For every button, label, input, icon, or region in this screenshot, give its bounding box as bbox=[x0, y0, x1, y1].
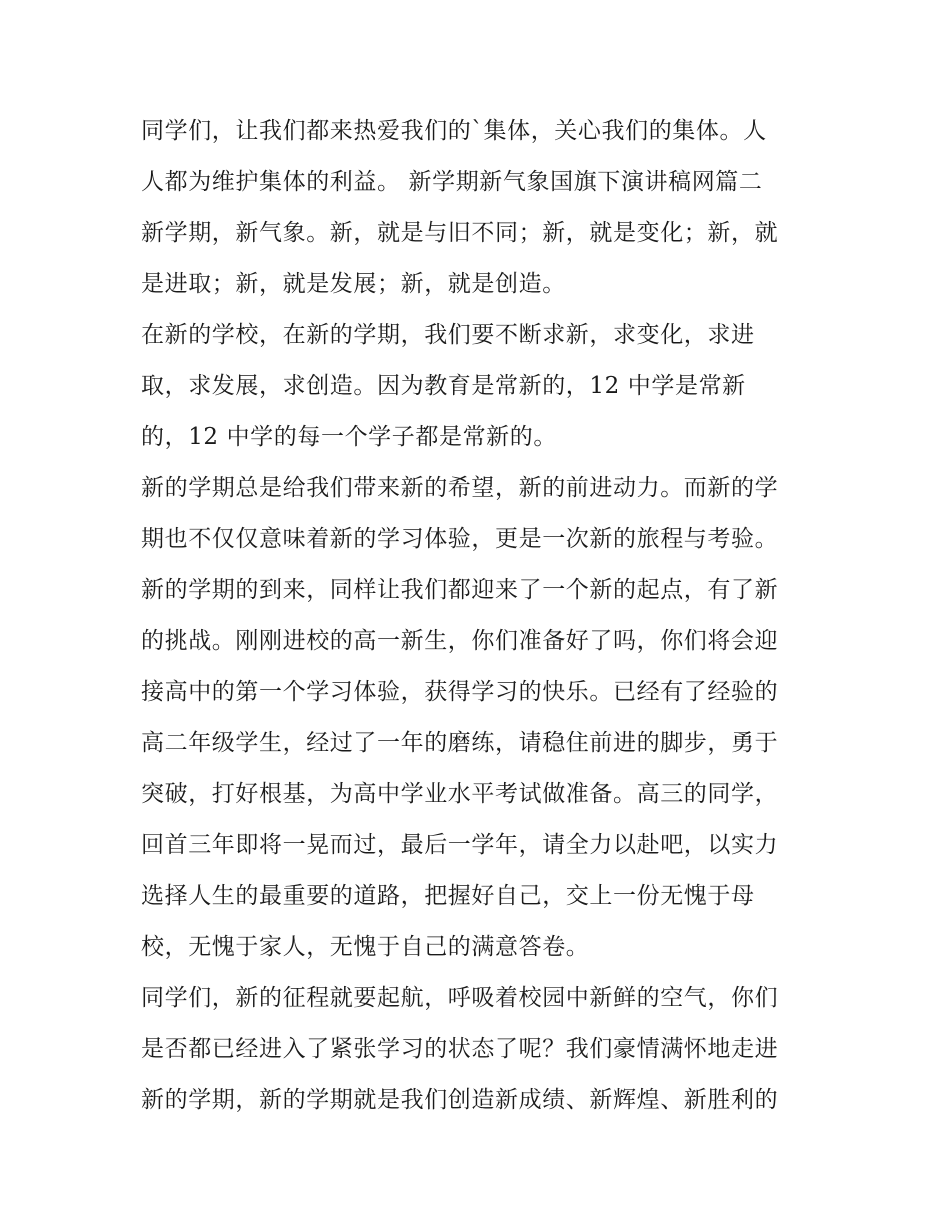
text-line: 选择人生的最重要的道路，把握好自己，交上一份无愧于母 bbox=[141, 883, 755, 909]
text-line: 新的学期总是给我们带来新的希望，新的前进动力。而新的学 bbox=[141, 475, 779, 501]
document-body bbox=[141, 106, 821, 1126]
text-line: 新的学期，新的学期就是我们创造新成绩、新辉煌、新胜利的 bbox=[141, 1087, 779, 1113]
text-line: 高二年级学生，经过了一年的磨练，请稳住前进的脚步，勇于 bbox=[141, 730, 779, 756]
text-line: 校，无愧于家人，无愧于自己的满意答卷。 bbox=[141, 934, 590, 960]
text-line: 新的学期的到来，同样让我们都迎来了一个新的起点，有了新 bbox=[141, 577, 779, 603]
text-line: 是进取；新，就是发展；新，就是创造。 bbox=[141, 271, 566, 297]
text-line: 的，12 中学的每一个学子都是常新的。 bbox=[141, 424, 557, 450]
text-line: 期也不仅仅意味着新的学习体验，更是一次新的旅程与考验。 bbox=[141, 526, 779, 552]
text-line: 的挑战。刚刚进校的高一新生，你们准备好了吗，你们将会迎 bbox=[141, 628, 779, 654]
text-line: 在新的学校，在新的学期，我们要不断求新，求变化，求进 bbox=[141, 322, 755, 348]
text-line: 突破，打好根基，为高中学业水平考试做准备。高三的同学， bbox=[141, 781, 779, 807]
text-line: 取，求发展，求创造。因为教育是常新的，12 中学是常新 bbox=[141, 373, 746, 399]
text-line: 人都为维护集体的利益。 新学期新气象国旗下演讲稿网篇二 bbox=[141, 169, 763, 195]
text-line: 同学们，让我们都来热爱我们的`集体，关心我们的集体。人 bbox=[141, 118, 767, 144]
text-line: 同学们，新的征程就要起航，呼吸着校园中新鲜的空气，你们 bbox=[141, 985, 779, 1011]
text-line: 接高中的第一个学习体验，获得学习的快乐。已经有了经验的 bbox=[141, 679, 779, 705]
text-line: 是否都已经进入了紧张学习的状态了呢？我们豪情满怀地走进 bbox=[141, 1036, 779, 1062]
text-line: 回首三年即将一晃而过，最后一学年，请全力以赴吧，以实力 bbox=[141, 832, 779, 858]
text-line: 新学期，新气象。新，就是与旧不同；新，就是变化；新，就 bbox=[141, 220, 779, 246]
